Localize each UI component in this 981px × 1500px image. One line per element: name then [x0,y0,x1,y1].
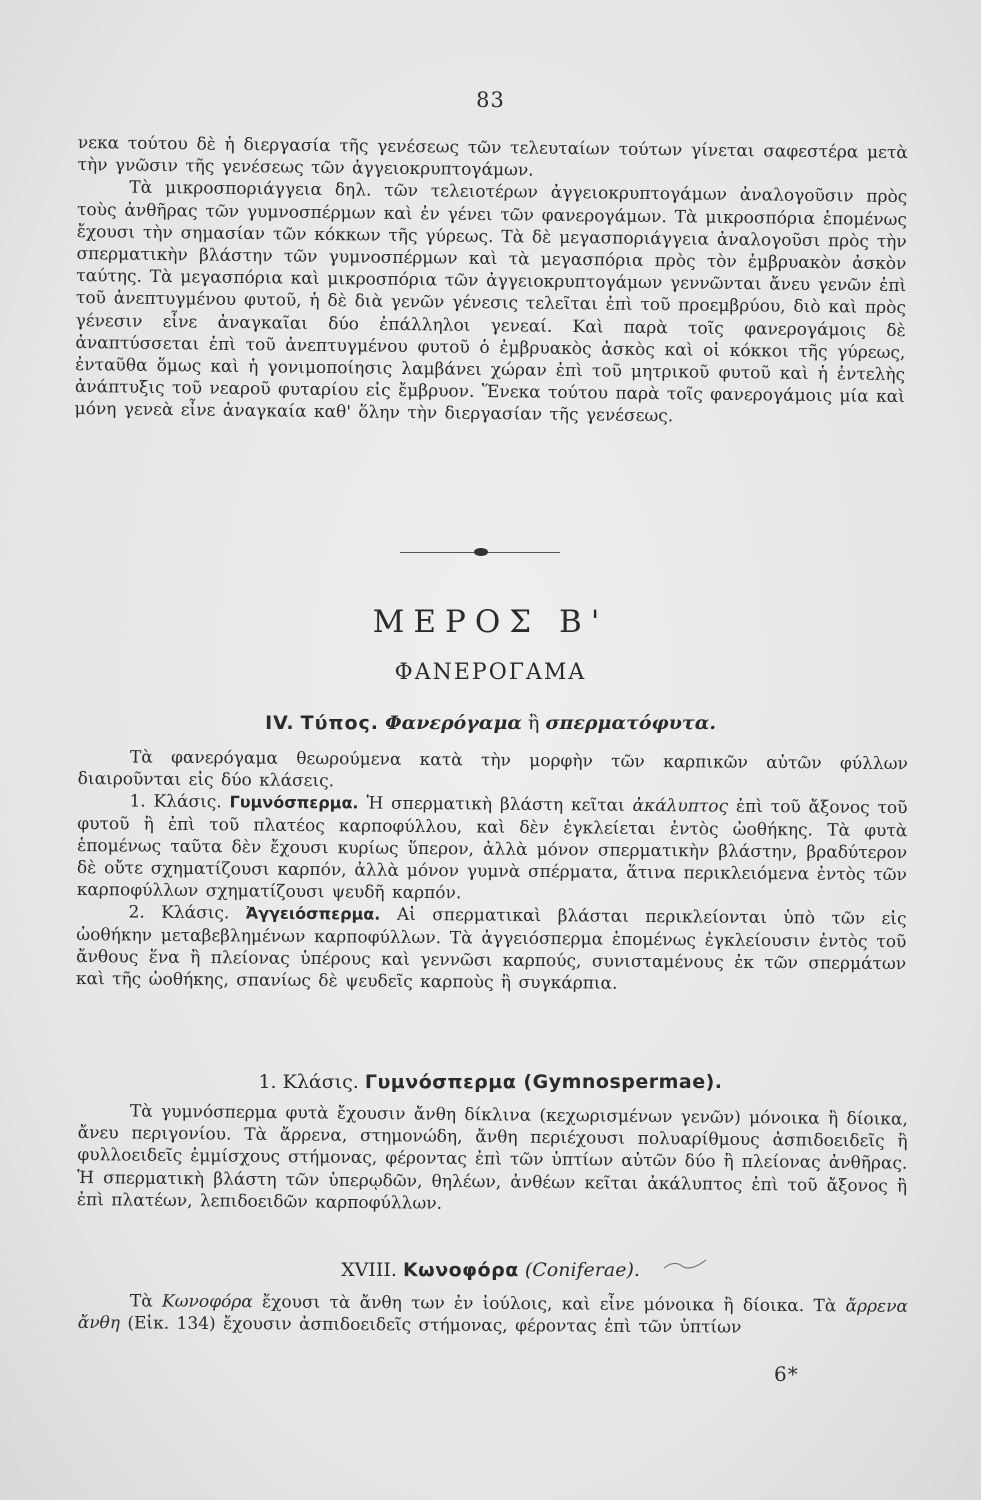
class-1-italic: ἀκάλυπτος [632,796,729,818]
intro-paragraph-2: Τὰ μικροσποριάγγεια δηλ. τῶν τελειοτέρων ἀγγειοκρυπτογάμων ἀναλογοῦσιν πρὸς τοὺς ἀνθῆρας τῶν γυμνοσπέρμων καὶ ἐν γένει τῶν φανερογάμων. Τὰ μικροσπόρια ἑπομένως ἔχουσι τὴν σημασίαν τῶν κόκκων τῆς γύρεως. Τὰ δὲ μεγασποριάγγεια ἀναλογοῦσι πρὸς τὴν σπερματικὴν βλάστην τῶν γυμνοσπέρμων καὶ τὰ μεγασπόρια πρὸς τὸν ἐμβρυακὸν ἀσκὸν ταύτης. Τὰ μεγασπόρια καὶ μικροσπόρια τῶν ἀγγειοκρυπτογάμων γεννῶνται ἄνευ γενῶν ἐπὶ τοῦ ἀνεπτυγμένου φυτοῦ, ἡ δὲ διὰ γενῶν γένεσις τελεῖται ἐπὶ τοῦ προεμβρύου, διὸ καὶ πρὸς γένεσιν εἶνε ἀναγκαῖαι δύο ἐπάλληλοι γενεαί. Καὶ παρὰ τοῖς φανερογάμοις δὲ ἀναπτύσσεται ἐπὶ τοῦ ἀνεπτυγμένου φυτοῦ ὁ ἐμβρυακὸς ἀσκὸς καὶ οἱ κόκκοι τῆς γύρεως, ἐνταῦθα ὅμως καὶ ἡ γονιμοποίησις λαμβάνει χώραν ἐπὶ τοῦ μητρικοῦ φυτοῦ καὶ ἡ ἐντελὴς ἀνάπτυξις τοῦ νεαροῦ φυταρίου εἰς ἔμβρυον. Ἕνεκα τούτου παρὰ τοῖς φανερογάμοις μία καὶ μόνη γενεὰ εἶνε ἀναγκαία καθ' ὅλην τὴν διεργασίαν τῆς γενέσεως. [74,178,908,427]
coniferae-text-1: Τὰ [129,1291,153,1312]
type-label: Τύπος. [300,712,380,734]
coniferae-heading [0,1259,981,1281]
page-number: 83 [476,88,505,112]
intro-text-block [74,132,907,431]
class-2-number: 2. Κλάσις. [128,902,230,924]
type-or: ἢ [528,712,540,734]
coniferae-text-2: ἔχουσι τὰ ἄνθη των ἐν ἰούλοις, καὶ εἶνε μόνοικα ἢ δίοικα. Τὰ [261,1292,837,1317]
class-1-paragraph [77,790,908,908]
coniferae-text-3: (Εἰκ. 134) ἔχουσιν ἀσπιδοειδεῖς στήμονας, φέροντας ἐπὶ τῶν ὑπτίων [127,1313,742,1338]
class-1-text-a: Ἡ σπερματικὴ βλάστη κεῖται [366,793,625,817]
part-title: ΜΕΡΟΣ Β' [372,604,609,640]
coniferae-heading-name: Κωνοφόρα [402,1259,519,1281]
signature-mark: 6* [774,1362,799,1386]
pencil-mark-icon [660,1254,710,1274]
coniferae-heading-latin: (Coniferae). [524,1259,640,1281]
classes-intro: Τὰ φανερόγαμα θεωρούμενα κατὰ τὴν μορφὴν τῶν καρπικῶν αὐτῶν φύλλων διαιροῦνται εἰς δύο κλάσεις. [77,747,908,792]
classes-text-block [76,746,908,997]
type-alt-name: σπερματόφυτα. [545,712,716,734]
type-number: IV. [265,712,295,734]
class-2-name: Ἀγγειόσπερμα. [245,903,381,925]
class-2-paragraph [76,901,907,997]
class-1-name: Γυμνόσπερμα. [229,792,359,813]
gymnospermae-heading-number: 1. Κλάσις. [258,1071,359,1093]
type-heading [0,712,981,734]
gymnospermae-paragraph: Τὰ γυμνόσπερμα φυτὰ ἔχουσιν ἄνθη δίκλινα (κεχωρισμένων γενῶν) μόνοικα ἢ δίοικα, ἄνευ περιγονίου. Τὰ ἄρρενα, στημονώδη, ἄνθη περιέχουσι πολυαρίθμους ἀσπιδοειδεῖς ἢ φυλλοειδεῖς ἐμμίσχους στήμονας, φέροντας ἐπὶ τῶν ὑπτίων αὐτῶν δύο ἢ πλείονας ἀνθῆρας. Ἡ σπερματικὴ βλάστη τῶν ὑπερῳδῶν, θηλέων, ἀνθέων κεῖται ἀκάλυπτος ἐπὶ τοῦ ἄξονος ἢ ἐπὶ πλατέων, λεπιδοειδῶν καρποφύλλων. [76,1101,908,1214]
class-1-number: 1. Κλάσις. [129,791,222,813]
divider-ornament [474,548,488,556]
gymnospermae-heading [0,1071,981,1093]
coniferae-text-block [78,1290,908,1340]
coniferae-heading-number: XVIII. [341,1259,397,1281]
gymnospermae-heading-name: Γυμνόσπερμα (Gymnospermae). [364,1071,723,1093]
coniferae-italic-2: ἄρρενα ἄνθη [77,1296,908,1334]
class-2-text: Αἱ σπερματικαὶ βλάσται περικλείονται ὑπὸ τῶν εἰς ὠοθήκην μεταβεβλημένων καρποφύλλων. Τὰ ἀγγειόσπερμα ἑπομένως ἐγκλείουσιν ἐντὸς τοῦ ἄνθους ἕνα ἢ πλείονας ὑπέρους καὶ γεννῶσι καρπούς, συνισταμένους ἐκ τῶν σπερμάτων καὶ τῆς ὠοθήκης, σπανίως δὲ ψευδεῖς καρποὺς ἢ συγκάρπια. [75,905,907,994]
coniferae-paragraph [78,1290,908,1340]
intro-paragraph-1: νεκα τούτου δὲ ἡ διεργασία τῆς γενέσεως τῶν τελευταίων τούτων γίνεται σαφεστέρα μετὰ τὴν γνῶσιν τῆς γενέσεως τῶν ἀγγειοκρυπτογάμων. [77,132,908,181]
coniferae-italic-1: Κωνοφόρα [161,1291,253,1313]
part-subtitle: ΦΑΝΕΡΟΓΑΜΑ [394,660,587,685]
gymnospermae-text-block [77,1100,908,1220]
class-1-text-b: ἐπὶ τοῦ ἄξονος τοῦ φυτοῦ ἢ ἐπὶ τοῦ πλατέος καρποφύλλου, καὶ δὲν ἐγκλείεται ἐντὸς ὠοθήκης. Τὰ φυτὰ ἑπομένως ταῦτα δὲν ἔχουσι κυρίως ὕπερον, ἀλλὰ μόνον σπερματικὴν βλάστην, βραδύτερον δὲ οὔτε σχηματίζουσι καρπόν, ἀλλὰ μόνον γυμνὰ σπέρματα, ἅτινα περικλειόμενα ἐντὸς τῶν καρποφύλλων σχηματίζουσι ψευδῆ καρπόν. [76,797,908,904]
type-name: Φανερόγαμα [385,712,522,734]
